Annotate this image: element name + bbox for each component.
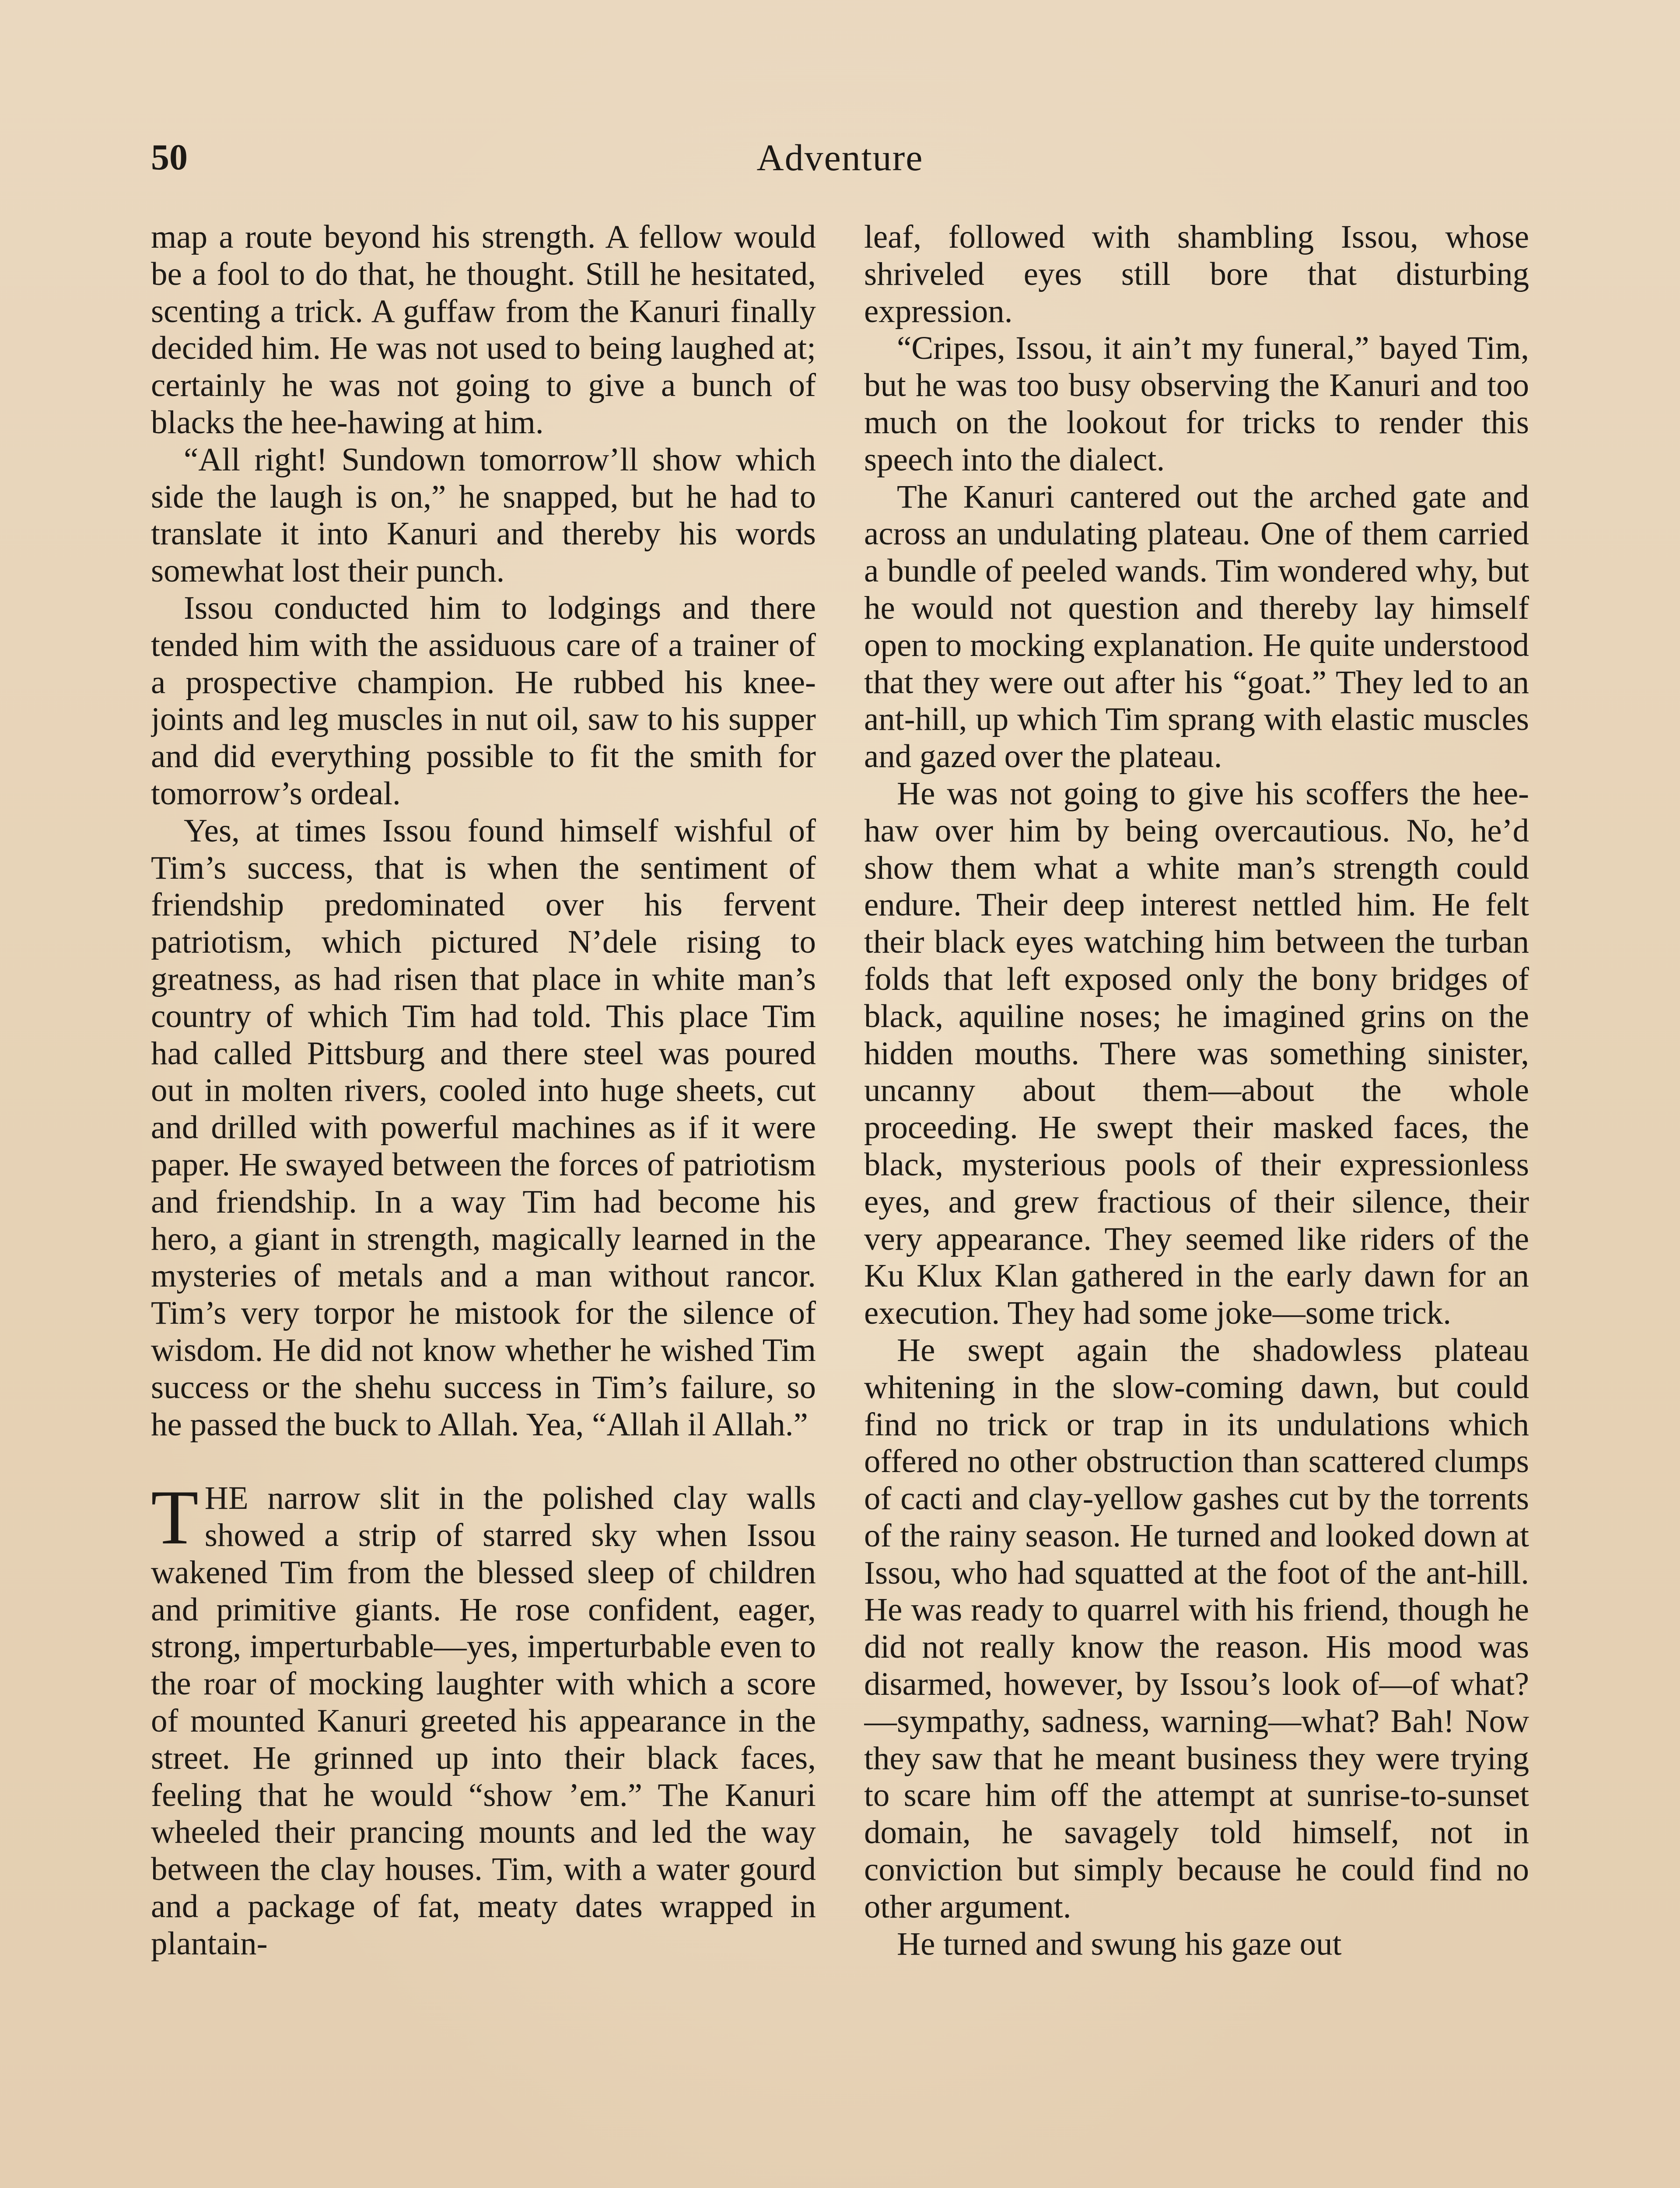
paragraph: Yes, at times Issou found himself wishful of Tim’s success, that is when the sentiment of friendship predominated over his fervent patriotism, which pictured N’dele rising to greatness, as had risen that place in white man’s country of which Tim had told. This place Tim had called Pittsburg and there steel was poured out in molten rivers, cooled into huge sheets, cut and drilled with powerful machines as if it were paper. He swayed between the forces of patriotism and friendship. In a way Tim had become his hero, a giant in strength, magically learned in the mysteries of metals and a man without rancor. Tim’s very torpor he mistook for the silence of wisdom. He did not know whether he wished Tim success or the shehu success in Tim’s failure, so he passed the buck to Allah. Yea, “Allah il Allah.” xyxy=(151,812,816,1443)
left-text-column xyxy=(151,219,816,2188)
right-text-column xyxy=(864,219,1529,2188)
paragraph: “All right! Sundown tomorrow’ll show which side the laugh is on,” he snapped, but he had to translate it into Kanuri and thereby his words somewhat lost their punch. xyxy=(151,441,816,589)
paragraph: The Kanuri cantered out the arched gate and across an undulating plateau. One of them carried a bundle of peeled wands. Tim wondered why, but he would not question and thereby lay himself open to mocking explanation. He quite understood that they were out after his “goat.” They led to an ant-hill, up which Tim sprang with elastic muscles and gazed over the plateau. xyxy=(864,478,1529,775)
paragraph: He was not going to give his scoffers the hee-haw over him by being overcautious. No, he’d show them what a white man’s strength could endure. Their deep interest nettled him. He felt their black eyes watching him between the turban folds that left exposed only the bony bridges of black, aquiline noses; he imagined grins on the hidden mouths. There was something sinister, uncanny about them—about the whole proceeding. He swept their masked faces, the black, mysterious pools of their expressionless eyes, and grew fractious of their silence, their very appearance. They seemed like riders of the Ku Klux Klan gathered in the early dawn for an execution. They had some joke—some trick. xyxy=(864,775,1529,1332)
page-header xyxy=(151,131,1529,184)
paragraph: map a route beyond his strength. A fellow would be a fool to do that, he thought. Still he hesitated, scenting a trick. A guffaw from the Kanuri finally decided him. He was not used to being laughed at; certainly he was not going to give a bunch of blacks the hee-hawing at him. xyxy=(151,219,816,441)
paragraph: He turned and swung his gaze out xyxy=(897,1925,1342,1962)
paragraph-dropcap xyxy=(151,1474,816,1962)
paragraph-dropcap-text: HE narrow slit in the polished clay walls showed a strip of starred sky when Issou wakened Tim from the blessed sleep of children and primitive giants. He rose confident, eager, strong, imperturbable—yes, imperturbable even to the roar of mocking laughter with which a score of mounted Kanuri greeted his appearance in the street. He grinned up into their black faces, feeling that he would “show ’em.” The Kanuri wheeled their prancing mounts and led the way between the clay houses. Tim, with a water gourd and a package of fat, meaty dates wrapped in plantain- xyxy=(151,1480,816,1962)
paragraph: “Cripes, Issou, it ain’t my funeral,” bayed Tim, but he was too busy observing the Kanuri and too much on the lookout for tricks to render this speech into the dialect. xyxy=(864,330,1529,478)
running-head-title: Adventure xyxy=(756,137,924,179)
dropcap-letter: T xyxy=(151,1474,199,1561)
paragraph: leaf, followed with shambling Issou, whose shriveled eyes still bore that disturbing expression. xyxy=(864,219,1529,330)
paragraph: Issou conducted him to lodgings and there tended him with the assiduous care of a trainer of a prospective champion. He rubbed his knee-joints and leg muscles in nut oil, saw to his supper and did everything possible to fit the smith for tomorrow’s ordeal. xyxy=(151,589,816,812)
paragraph: He swept again the shadowless plateau whitening in the slow-coming dawn, but could find no trick or trap in its undulations which offered no other obstruction than scattered clumps of cacti and clay-yellow gashes cut by the torrents of the rainy season. He turned and looked down at Issou, who had squatted at the foot of the ant-hill. He was ready to quarrel with his friend, though he did not really know the reason. His mood was disarmed, however, by Issou’s look of—of what?—sympathy, sadness, warning—what? Bah! Now they saw that he meant business they were trying to scare him off the attempt at sunrise-to-sunset domain, he savagely told himself, not in conviction but simply because he could find no other argument. xyxy=(864,1332,1529,1925)
page-number: 50 xyxy=(151,137,188,178)
